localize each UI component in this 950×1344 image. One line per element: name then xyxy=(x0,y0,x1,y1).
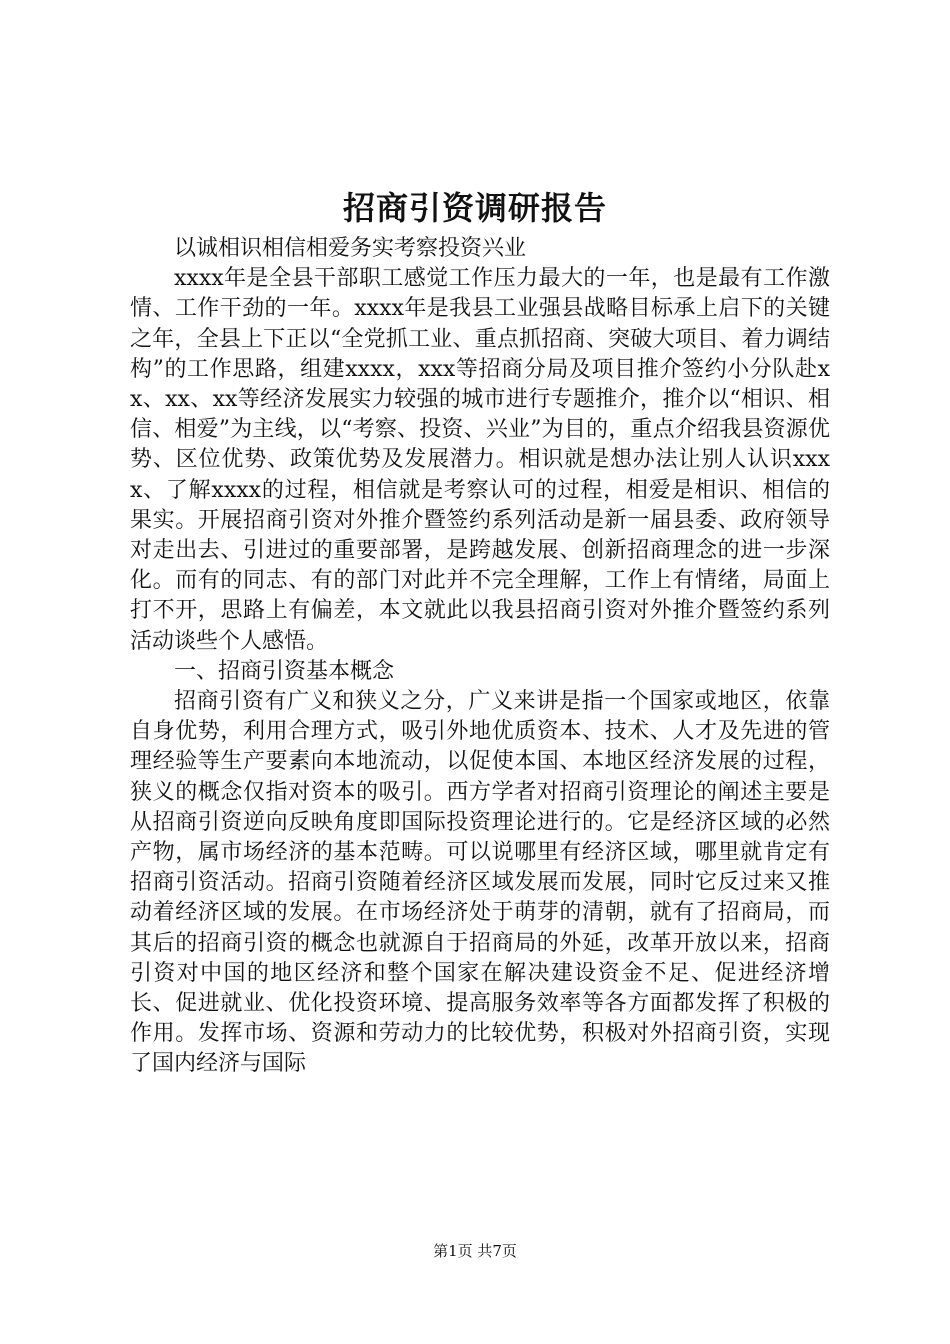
page-footer: 第1页 共7页 xyxy=(433,1242,517,1260)
section-heading: 一、招商引资基本概念 xyxy=(174,658,395,684)
document-body xyxy=(130,234,830,1080)
document-title: 招商引资调研报告 xyxy=(342,189,607,227)
intro-paragraph: xxxx年是全县干部职工感觉工作压力最大的一年，也是最有工作激情、工作干劲的一年。xxxx年是我县工业强县战略目标承上启下的关键之年，全县上下正以“全党抓工业、重点抓招商、突破大项目、着力调结构”的工作思路，组建xxxx，xxx等招商分局及项目推介签约小分队赴xx、xx、xx等经济发展实力较强的城市进行专题推介，推介以“相识、相信、相爱”为主线，以“考察、投资、兴业”为目的，重点介绍我县资源优势、区位优势、政策优势及发展潜力。相识就是想办法让别人认识xxxx、了解xxxx的过程，相信就是考察认可的过程，相爱是相识、相信的果实。开展招商引资对外推介暨签约系列活动是新一届县委、政府领导对走出去、引进过的重要部署，是跨越发展、创新招商理念的进一步深化。而有的同志、有的部门对此并不完全理解，工作上有情绪，局面上打不开，思路上有偏差，本文就此以我县招商引资对外推介暨签约系列活动谈些个人感悟。 xyxy=(130,266,830,654)
subtitle-paragraph: 以诚相识相信相爱务实考察投资兴业 xyxy=(174,236,527,261)
concept-paragraph: 招商引资有广义和狭义之分，广义来讲是指一个国家或地区，依靠自身优势，利用合理方式，吸引外地优质资本、技术、人才及先进的管理经验等生产要素向本地流动，以促使本国、本地区经济发展的过程，狭义的概念仅指对资本的吸引。西方学者对招商引资理论的阐述主要是从招商引资逆向反映角度即国际投资理论进行的。它是经济区域的必然产物，属市场经济的基本范畴。可以说哪里有经济区域，哪里就肯定有招商引资活动。招商引资随着经济区域发展而发展，同时它反过来又推动着经济区域的发展。在市场经济处于萌芽的清朝，就有了招商局，而其后的招商引资的概念也就源自于招商局的外延，改革开放以来，招商引资对中国的地区经济和整个国家在解决建设资金不足、促进经济增长、促进就业、优化投资环境、提高服务效率等各方面都发挥了积极的作用。发挥市场、资源和劳动力的比较优势，积极对外招商引资，实现了国内经济与国际 xyxy=(130,689,830,1077)
